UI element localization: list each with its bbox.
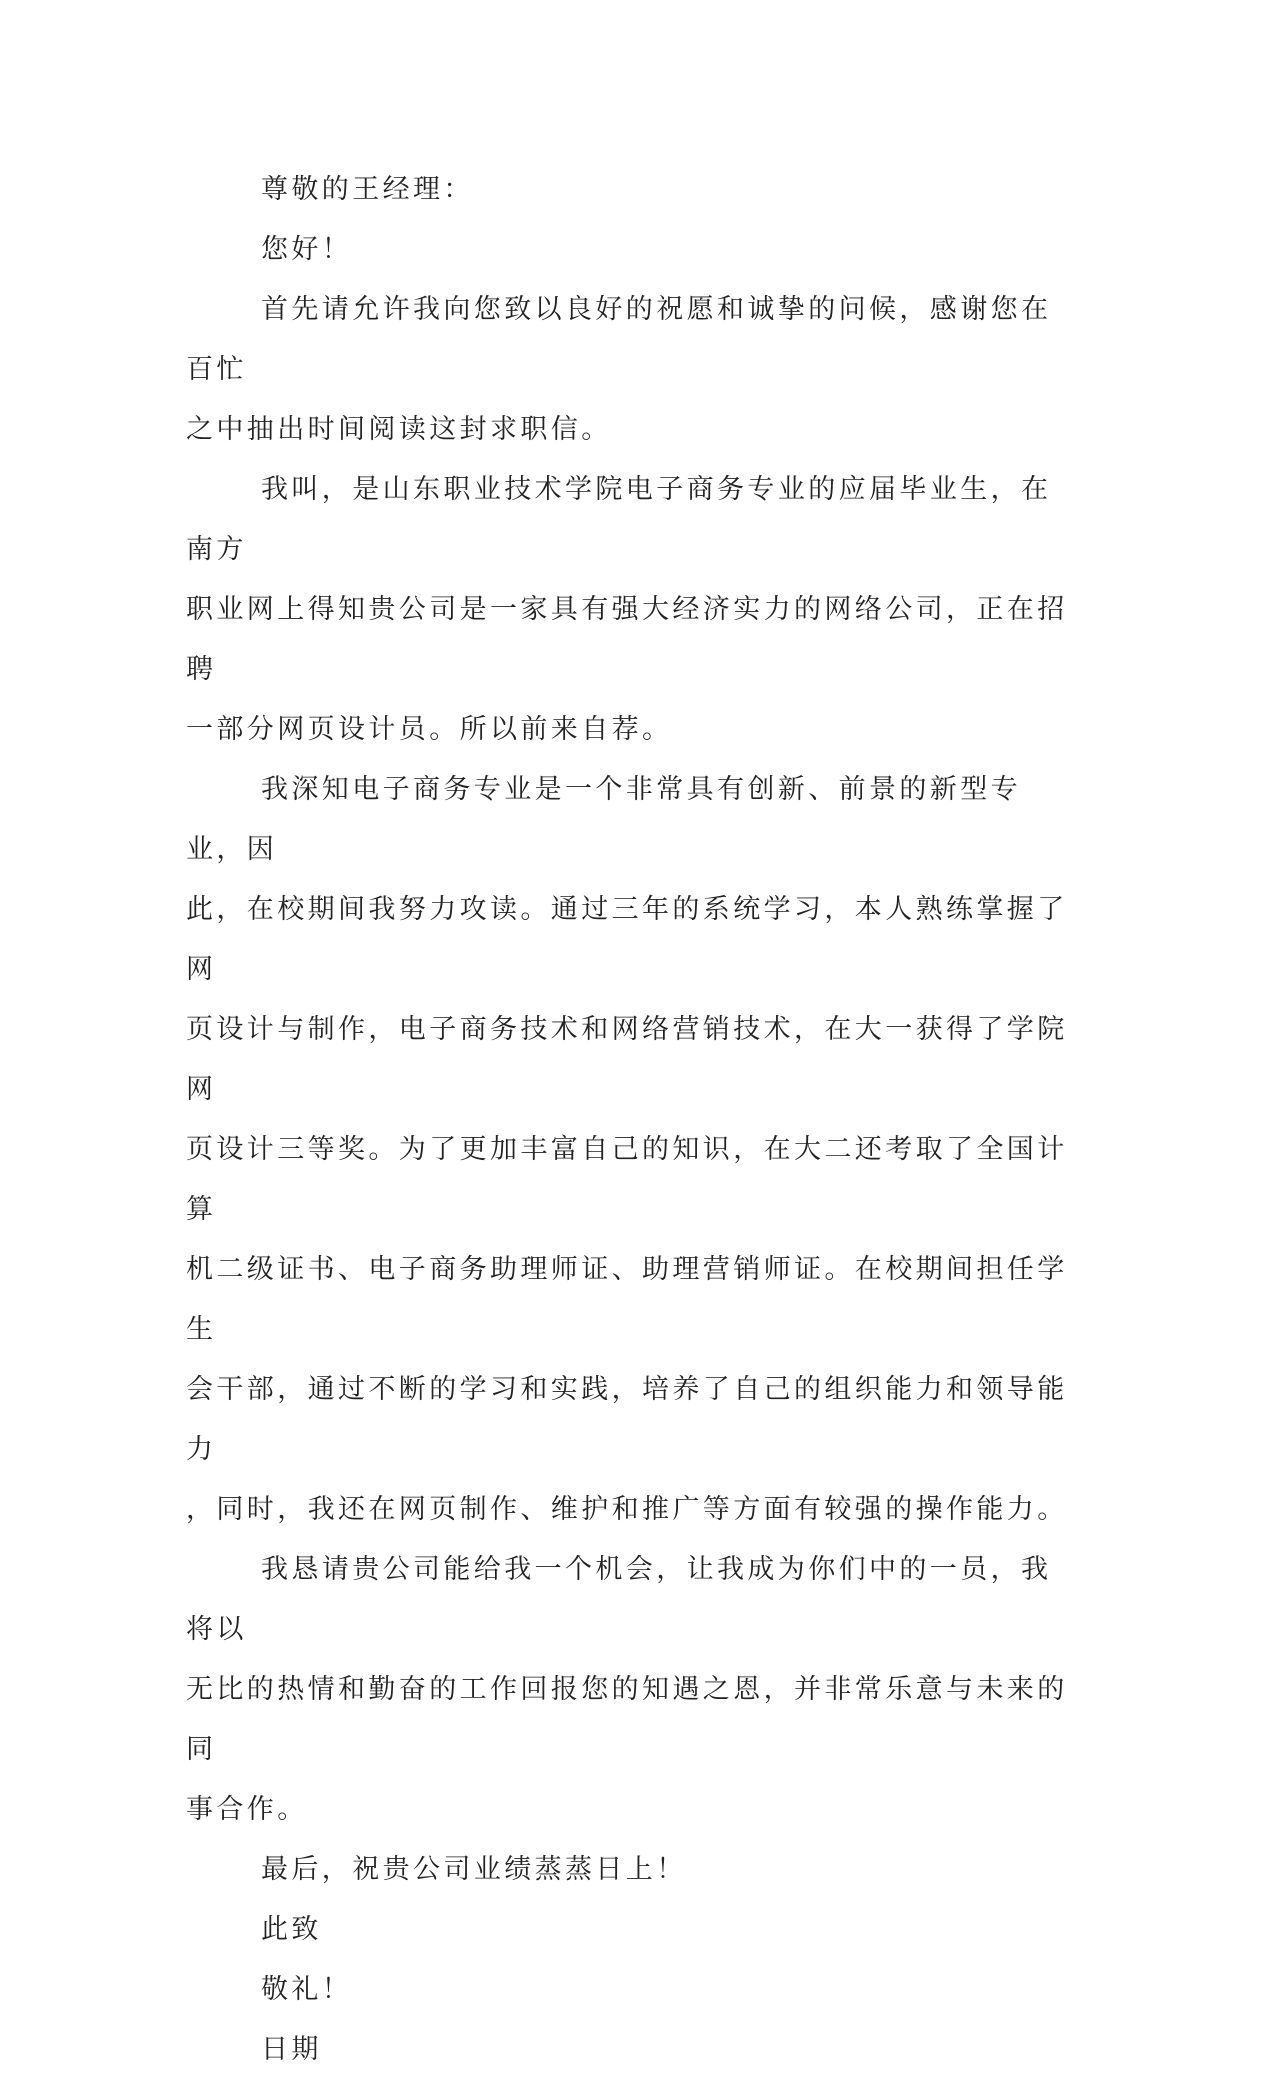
paragraph-self-introduction (186, 460, 1076, 760)
salutation: 尊敬的王经理： (261, 174, 474, 205)
paragraph-intro (186, 280, 1076, 460)
text-line: 机二级证书、电子商务助理师证、助理营销师证。在校期间担任学生 (186, 1254, 1068, 1345)
text-line: 一部分网页设计员。所以前来自荐。 (186, 714, 673, 745)
text-line: 事合作。 (186, 1794, 308, 1825)
text-line: 之中抽出时间阅读这封求职信。 (186, 414, 612, 445)
greeting: 您好！ (261, 234, 353, 265)
text-line: 会干部，通过不断的学习和实践，培养了自己的组织能力和领导能力 (186, 1374, 1068, 1465)
text-line: 我恳请贵公司能给我一个机会，让我成为你们中的一员，我将以 (186, 1554, 1052, 1645)
text-line: 此，在校期间我努力攻读。通过三年的系统学习，本人熟练掌握了网 (186, 894, 1068, 985)
text-line: 首先请允许我向您致以良好的祝愿和诚挚的问候，感谢您在百忙 (186, 294, 1052, 385)
paragraph-request (186, 1540, 1076, 1840)
cover-letter (186, 160, 1076, 2080)
closing-wish: 最后，祝贵公司业绩蒸蒸日上！ (261, 1854, 687, 1885)
text-line: 页设计三等奖。为了更加丰富自己的知识，在大二还考取了全国计算 (186, 1134, 1068, 1225)
text-line: 我深知电子商务专业是一个非常具有创新、前景的新型专业，因 (186, 774, 1021, 865)
paragraph-qualifications (186, 760, 1076, 1540)
text-line: 无比的热情和勤奋的工作回报您的知遇之恩，并非常乐意与未来的同 (186, 1674, 1068, 1765)
text-line: 页设计与制作，电子商务技术和网络营销技术，在大一获得了学院网 (186, 1014, 1068, 1105)
text-line: ，同时，我还在网页制作、维护和推广等方面有较强的操作能力。 (186, 1494, 1068, 1525)
text-line: 我叫，是山东职业技术学院电子商务专业的应届毕业生，在南方 (186, 474, 1052, 565)
closing-line-1: 此致 (261, 1914, 322, 1945)
date-label: 日期 (261, 2034, 322, 2065)
text-line: 职业网上得知贵公司是一家具有强大经济实力的网络公司，正在招聘 (186, 594, 1068, 685)
closing-line-2: 敬礼！ (261, 1974, 353, 2005)
